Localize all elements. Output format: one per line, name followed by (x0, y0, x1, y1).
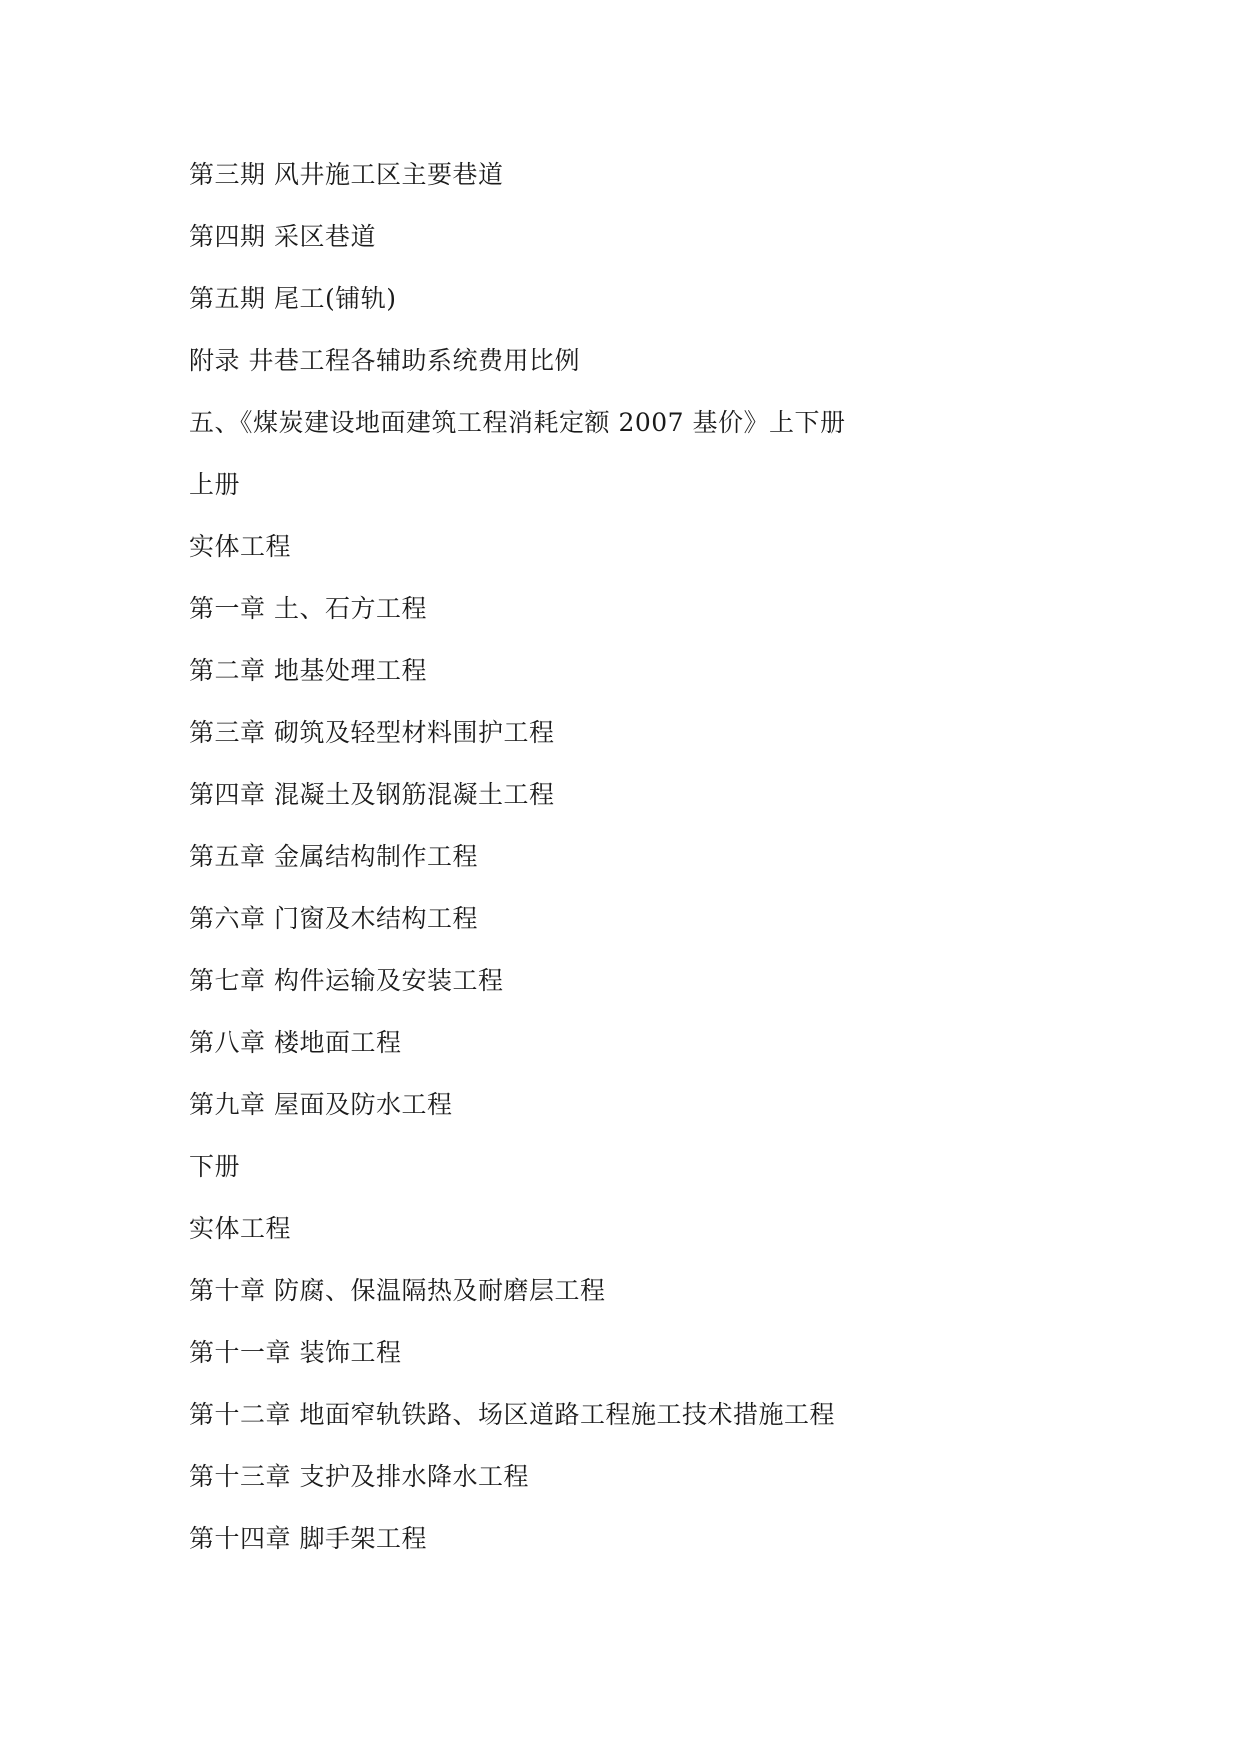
toc-chapter: 第二章 地基处理工程 (189, 656, 427, 685)
toc-chapter: 第五章 金属结构制作工程 (189, 842, 478, 871)
toc-volume-heading: 上册 (189, 470, 241, 499)
table-of-contents (189, 150, 1149, 1576)
toc-chapter: 第八章 楼地面工程 (189, 1028, 402, 1057)
toc-line: 附录 井巷工程各辅助系统费用比例 (189, 346, 580, 375)
toc-line: 第四期 采区巷道 (189, 222, 376, 251)
toc-chapter: 第十二章 地面窄轨铁路、场区道路工程施工技术措施工程 (189, 1400, 835, 1429)
toc-chapter: 第四章 混凝土及钢筋混凝土工程 (189, 780, 555, 809)
toc-line: 第三期 风井施工区主要巷道 (189, 160, 504, 189)
toc-part-heading: 实体工程 (189, 1214, 292, 1243)
toc-chapter: 第九章 屋面及防水工程 (189, 1090, 453, 1119)
toc-chapter: 第七章 构件运输及安装工程 (189, 966, 504, 995)
toc-section-heading: 五、《煤炭建设地面建筑工程消耗定额 2007 基价》上下册 (189, 408, 846, 437)
toc-chapter: 第十章 防腐、保温隔热及耐磨层工程 (189, 1276, 606, 1305)
toc-chapter: 第三章 砌筑及轻型材料围护工程 (189, 718, 555, 747)
toc-volume-heading: 下册 (189, 1152, 241, 1181)
toc-chapter: 第十三章 支护及排水降水工程 (189, 1462, 529, 1491)
toc-chapter: 第一章 土、石方工程 (189, 594, 427, 623)
toc-part-heading: 实体工程 (189, 532, 292, 561)
toc-line: 第五期 尾工(铺轨) (189, 284, 397, 313)
toc-chapter: 第十一章 装饰工程 (189, 1338, 402, 1367)
toc-chapter: 第十四章 脚手架工程 (189, 1524, 427, 1553)
toc-chapter: 第六章 门窗及木结构工程 (189, 904, 478, 933)
